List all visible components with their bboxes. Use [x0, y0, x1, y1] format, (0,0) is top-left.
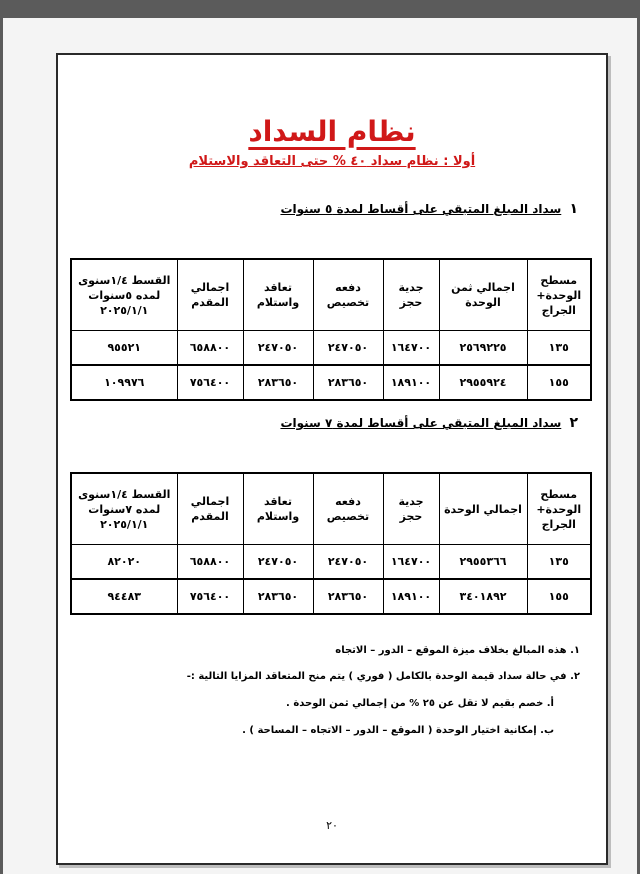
document-canvas	[3, 18, 637, 874]
header-allocation-payment: دفعه تخصيص	[313, 259, 383, 331]
table-cell: ٢٨٣٦٥٠	[243, 579, 313, 614]
table-cell: ٣٤٠١٨٩٢	[439, 579, 527, 614]
header-booking-deposit: جدية حجز	[383, 259, 439, 331]
note-1: ١. هذه المبالغ بخلاف ميزة الموقع – الدور – الاتجاه	[335, 645, 580, 656]
section-1-heading	[280, 201, 578, 217]
table-cell: ٢٩٥٥٩٢٤	[439, 365, 527, 400]
table-cell: ٨٢٠٢٠	[71, 545, 177, 580]
page-subtitle: أولا : نظام سداد ٤٠ % حتى التعاقد والاستلام	[188, 154, 476, 169]
table-cell: ٢٤٧٠٥٠	[243, 545, 313, 580]
table-cell: ١٣٥	[527, 331, 591, 366]
section-2-heading-text: سداد المبلغ المتبقي على أقساط لمدة ٧ سنوات	[280, 416, 562, 430]
section-2-number: ٢	[569, 415, 578, 431]
page-number: ٢٠	[326, 819, 338, 832]
header-contract-delivery: تعاقد واستلام	[243, 473, 313, 545]
table-row	[71, 579, 591, 614]
header-total-down-payment: اجمالي المقدم	[177, 259, 243, 331]
header-quarterly-installment: القسط ١/٤سنوى لمده ٥سنوات ٢٠٢٥/١/١	[71, 259, 177, 331]
table-cell: ٢٨٣٦٥٠	[243, 365, 313, 400]
table-cell: ٧٥٦٤٠٠	[177, 579, 243, 614]
table-cell: ٢٤٧٠٥٠	[313, 331, 383, 366]
table-header-row	[71, 259, 591, 331]
header-unit-area: مسطح الوحدة+ الجراج	[527, 259, 591, 331]
header-allocation-payment: دفعه تخصيص	[313, 473, 383, 545]
table-cell: ١٥٥	[527, 365, 591, 400]
table-cell: ١٠٩٩٧٦	[71, 365, 177, 400]
table-cell: ٢٤٧٠٥٠	[313, 545, 383, 580]
table-cell: ٢٨٣٦٥٠	[313, 365, 383, 400]
note-2b: ب. إمكانية اختيار الوحدة ( الموقع – الدور – الاتجاه – المساحة ) .	[242, 725, 554, 736]
table-row	[71, 331, 591, 366]
table-cell: ٧٥٦٤٠٠	[177, 365, 243, 400]
table-cell: ١٨٩١٠٠	[383, 579, 439, 614]
table-cell: ١٨٩١٠٠	[383, 365, 439, 400]
table-cell: ٢٩٥٥٣٦٦	[439, 545, 527, 580]
table-cell: ١٥٥	[527, 579, 591, 614]
table-cell: ١٦٤٧٠٠	[383, 331, 439, 366]
note-2: ٢. في حالة سداد قيمة الوحدة بالكامل ( فوري ) يتم منح المتعاقد المزايا التالية :-	[186, 671, 580, 682]
table-cell: ١٣٥	[527, 545, 591, 580]
table-cell: ٢٤٧٠٥٠	[243, 331, 313, 366]
header-booking-deposit: جدية حجز	[383, 473, 439, 545]
section-1-heading-text: سداد المبلغ المتبقي على أقساط لمدة ٥ سنوات	[280, 202, 562, 216]
header-unit-area: مسطح الوحدة+ الجراج	[527, 473, 591, 545]
table-cell: ٢٥٦٩٢٢٥	[439, 331, 527, 366]
viewer-top-bar	[0, 0, 640, 18]
table-row	[71, 545, 591, 580]
section-2-heading	[280, 415, 578, 431]
header-total-down-payment: اجمالي المقدم	[177, 473, 243, 545]
table-cell: ٩٤٤٨٣	[71, 579, 177, 614]
header-quarterly-installment: القسط ١/٤سنوى لمده ٧سنوات ٢٠٢٥/١/١	[71, 473, 177, 545]
header-unit-total: اجمالي الوحدة	[439, 473, 527, 545]
table-cell: ٦٥٨٨٠٠	[177, 331, 243, 366]
header-unit-total-price: اجمالي ثمن الوحدة	[439, 259, 527, 331]
document-page	[56, 53, 608, 865]
page-title: نظام السداد	[248, 115, 416, 148]
table-cell: ٦٥٨٨٠٠	[177, 545, 243, 580]
installment-table-7-years	[70, 472, 592, 615]
table-cell: ٢٨٣٦٥٠	[313, 579, 383, 614]
table-cell: ١٦٤٧٠٠	[383, 545, 439, 580]
note-2a: أ. خصم بقيم لا تقل عن ٢٥ % من إجمالي ثمن الوحدة .	[286, 698, 554, 709]
header-contract-delivery: تعاقد واستلام	[243, 259, 313, 331]
table-cell: ٩٥٥٢١	[71, 331, 177, 366]
table-header-row	[71, 473, 591, 545]
installment-table-5-years	[70, 258, 592, 401]
section-1-number: ١	[569, 201, 578, 217]
table-row	[71, 365, 591, 400]
